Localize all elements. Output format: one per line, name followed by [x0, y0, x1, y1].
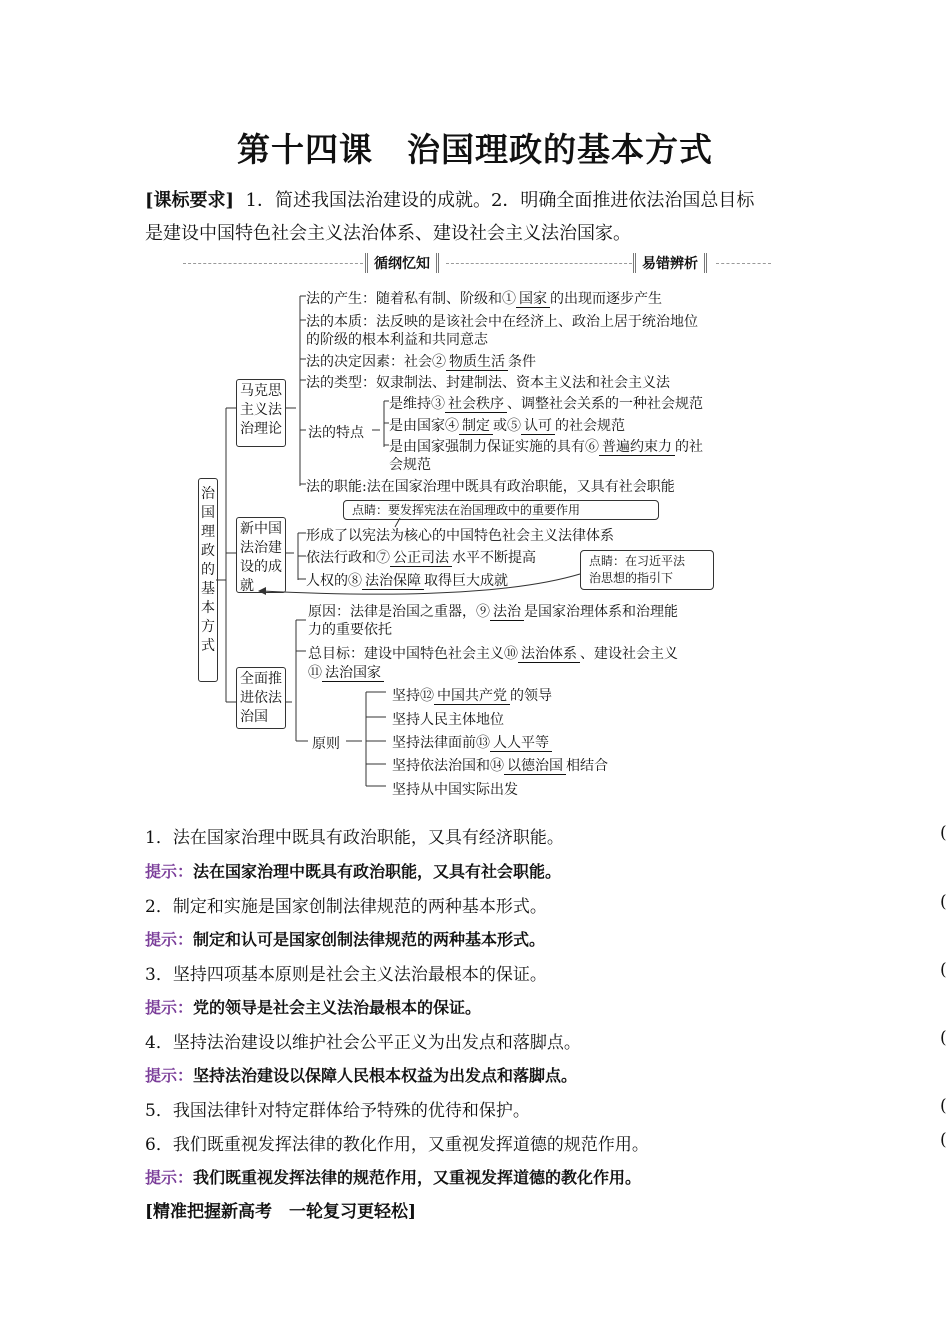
hint-6: 提示：我们既重视发挥法律的规范作用，又重视发挥道德的教化作用。	[145, 1168, 642, 1187]
mindmap-line: 依法行政和⑦ 公正司法 水平不断提高	[306, 550, 536, 566]
mindmap-line: 法的类型：奴隶制法、封建制法、资本主义法和社会主义法	[306, 375, 670, 391]
mindmap-line: 人权的⑧ 法治保障 取得巨大成就	[306, 573, 508, 589]
mindmap-line: 是维持③ 社会秩序 、调整社会关系的一种社会规范	[389, 396, 703, 412]
requirement-text-1: 1．简述我国法治建设的成就。2．明确全面推进依法治国总目标	[245, 190, 755, 211]
question-1: 1．法在国家治理中既具有政治职能，又具有经济职能。	[145, 828, 564, 848]
mindmap-line: 坚持法律面前⑬ 人人平等	[392, 732, 552, 752]
mindmap-line: 法的本质：法反映的是该社会中在经济上、政治上居于统治地位	[306, 314, 698, 330]
hint-1: 提示：法在国家治理中既具有政治职能，又具有社会职能。	[145, 862, 562, 881]
answer-blank: 法治体系	[518, 646, 580, 663]
mindmap-branch-achievements: 新中国法治建设的成就	[236, 517, 286, 593]
answer-paren: (	[940, 1130, 947, 1150]
hint-2: 提示：制定和认可是国家创制法律规范的两种基本形式。	[145, 930, 546, 949]
answer-paren: (	[940, 1028, 947, 1048]
question-3: 3．坚持四项基本原则是社会主义法治最根本的保证。	[145, 965, 547, 985]
answer-blank: 物质生活	[446, 354, 508, 371]
mindmap-line: 坚持人民主体地位	[392, 712, 504, 728]
mindmap-line: 法的产生：随着私有制、阶级和① 国家 的出现而逐步产生	[306, 291, 662, 307]
callout-xi-thought: 点睛：在习近平法 治思想的指引下	[580, 550, 714, 590]
answer-blank: 以德治国	[504, 758, 566, 775]
answer-blank: 社会秩序	[445, 396, 507, 413]
mindmap-line: 坚持从中国实际出发	[392, 782, 518, 798]
mindmap-line: ⑪ 法治国家	[308, 662, 384, 682]
mindmap-branch-marxist-theory: 马克思主义法治理论	[236, 379, 286, 447]
page-title: 第十四课 治国理政的基本方式	[237, 130, 713, 169]
answer-blank: 法治保障	[362, 573, 424, 590]
answer-blank: 制定	[459, 418, 493, 435]
answer-blank: 法治	[490, 604, 524, 621]
mindmap-line: 坚持依法治国和⑭ 以德治国 相结合	[392, 758, 608, 774]
question-6: 6．我们既重视发挥法律的教化作用，又重视发挥道德的规范作用。	[145, 1135, 649, 1155]
mindmap-line: 是由国家强制力保证实施的具有⑥ 普遍约束力 的社	[389, 439, 703, 455]
mindmap-line: 原因：法律是治国之重器，⑨ 法治 是国家治理体系和治理能	[308, 604, 678, 620]
callout-constitution: 点睛：要发挥宪法在治国理政中的重要作用	[343, 500, 659, 520]
mindmap-line: 是由国家④ 制定 或⑤ 认可 的社会规范	[389, 418, 625, 434]
answer-paren: (	[940, 892, 947, 912]
mindmap-principle-label: 原则	[312, 736, 340, 752]
mindmap-line: 法的决定因素：社会② 物质生活 条件	[306, 354, 536, 370]
mindmap-line: 的阶级的根本利益和共同意志	[306, 332, 488, 348]
mindmap-line: 会规范	[389, 457, 431, 473]
mindmap-line: 法的职能:法在国家治理中既具有政治职能，又具有社会职能	[306, 479, 675, 495]
mindmap-root: 治国理政的基本方式	[198, 478, 218, 682]
mindmap-line: 形成了以宪法为核心的中国特色社会主义法律体系	[306, 528, 614, 544]
requirement-tag: [课标要求]	[145, 190, 235, 211]
mindmap-line: 力的重要依托	[308, 622, 392, 638]
mindmap-line: 总目标：建设中国特色社会主义⑩ 法治体系 、建设社会主义	[308, 646, 678, 662]
answer-blank: 人人平等	[490, 735, 552, 752]
mindmap-traits-label: 法的特点	[308, 425, 364, 441]
mindmap-line: 坚持⑫ 中国共产党 的领导	[392, 688, 552, 704]
question-5: 5．我国法律针对特定群体给予特殊的优待和保护。	[145, 1101, 530, 1121]
section-recall-tag: 循纲忆知	[365, 253, 439, 273]
answer-blank: 公正司法	[390, 550, 452, 567]
mindmap-branch-rule-of-law: 全面推进依法治国	[236, 667, 286, 729]
answer-blank: 法治国家	[322, 665, 384, 682]
hint-4: 提示：坚持法治建设以保障人民根本权益为出发点和落脚点。	[145, 1066, 578, 1085]
answer-paren: (	[940, 1096, 947, 1116]
answer-blank: 中国共产党	[434, 688, 510, 705]
answer-blank: 普遍约束力	[599, 439, 675, 456]
section-discern-tag: 易错辨析	[633, 253, 707, 273]
requirement-text-2: 是建设中国特色社会主义法治体系、建设社会主义法治国家。	[145, 223, 631, 244]
answer-paren: (	[940, 823, 947, 843]
answer-paren: (	[940, 960, 947, 980]
answer-blank: 国家	[516, 291, 550, 308]
question-4: 4．坚持法治建设以维护社会公平正义为出发点和落脚点。	[145, 1033, 581, 1053]
answer-blank: 认可	[521, 418, 555, 435]
hint-3: 提示：党的领导是社会主义法治最根本的保证。	[145, 998, 482, 1017]
question-2: 2．制定和实施是国家创制法律规范的两种基本形式。	[145, 897, 547, 917]
footer-banner: [精准把握新高考 一轮复习更轻松]	[145, 1202, 417, 1222]
